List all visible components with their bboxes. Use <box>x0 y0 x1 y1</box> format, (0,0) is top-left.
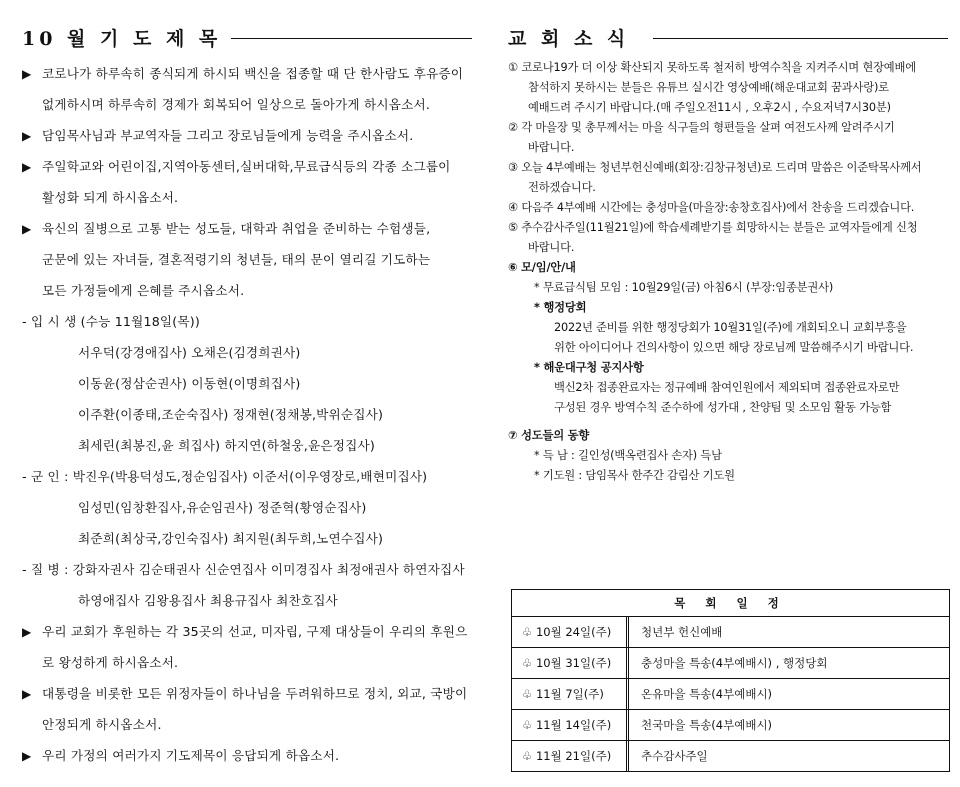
schedule-date: ♧ 11월 7일(주) <box>512 679 629 709</box>
members-label: ⑦ 성도들의 동향 <box>508 429 590 442</box>
prayer-line <box>22 616 472 647</box>
prayer-line <box>22 275 472 306</box>
prayer-text: 군문에 있는 자녀들, 결혼적령기의 청년들, 태의 문이 열리길 기도하는 <box>42 252 431 267</box>
meeting-title: * 행정당회 <box>534 301 587 314</box>
exam-name-line: 서우덕(강경애집사) 오채은(김경희권사) <box>78 345 301 360</box>
prayer-text: 주일학교와 어린이집,지역아동센터,실버대학,무료급식등의 각종 소그룹이 <box>42 159 451 174</box>
news-line: 바랍니다. <box>528 141 575 154</box>
member-item: * 기도원 : 담임목사 한주간 감림산 기도원 <box>534 469 735 482</box>
military-label: - 군 인 : 박진우(박용덕성도,정순임집사) 이준서(이우영장로,배현미집사) <box>22 469 428 484</box>
prayer-line <box>22 244 472 275</box>
news-line: ④ 다음주 4부예배 시간에는 충성마을(마을장:송창호집사)에서 찬송을 드리겠습니다. <box>508 201 915 214</box>
schedule-date: ♧ 11월 21일(주) <box>512 741 629 771</box>
prayer-line <box>22 213 472 244</box>
exam-name-line: 이주환(이종태,조순숙집사) 정재현(정채봉,박위순집사) <box>78 407 384 422</box>
triangle-bullet-icon: ▶ <box>22 687 32 701</box>
schedule-event: 충성마을 특송(4부예배시) , 행정당회 <box>641 656 828 670</box>
schedule-title: 목 회 일 정 <box>512 590 949 617</box>
prayer-line <box>22 182 472 213</box>
schedule-table <box>511 589 950 772</box>
schedule-row <box>512 679 949 710</box>
schedule-date: ♧ 10월 31일(주) <box>512 648 629 678</box>
member-item: * 득 남 : 길인성(백옥련집사 손자) 득남 <box>534 449 722 462</box>
news-list <box>508 58 948 486</box>
news-line: ② 각 마을장 및 총무께서는 마을 식구들의 형편들을 살펴 여전도사께 알려주시기 <box>508 121 895 134</box>
prayer-text: 모든 가정들에게 은혜를 주시옵소서. <box>42 283 245 298</box>
meeting-detail: 백신2차 접종완료자는 정규예배 참여인원에서 제외되며 접종완료자로만 <box>554 381 900 394</box>
exam-name-line: 최세린(최봉진,윤 희집사) 하지연(하철웅,윤은정집사) <box>78 438 375 453</box>
schedule-row <box>512 741 949 771</box>
prayer-line <box>22 120 472 151</box>
exam-name-line: 이동윤(정삼순권사) 이동현(이명희집사) <box>78 376 301 391</box>
schedule-event: 천국마을 특송(4부예배시) <box>641 718 773 732</box>
prayer-text: 활성화 되게 하시옵소서. <box>42 190 179 205</box>
spacer <box>508 418 948 426</box>
sick-name-line: 하영애집사 김왕용집사 최용규집사 최찬호집사 <box>78 593 338 608</box>
news-heading-row <box>508 22 948 52</box>
meeting-detail: 위한 아이디어나 건의사항이 있으면 해당 장로님께 말씀해주시기 바랍니다. <box>554 341 914 354</box>
prayer-line <box>22 89 472 120</box>
triangle-bullet-icon: ▶ <box>22 67 32 81</box>
schedule-event: 온유마을 특송(4부예배시) <box>641 687 773 701</box>
news-line: ⑤ 추수감사주일(11월21일)에 학습세례받기를 희망하시는 분들은 교역자들에게 신청 <box>508 221 918 234</box>
prayer-title: 10 월 기 도 제 목 <box>22 27 222 50</box>
schedule-row <box>512 648 949 679</box>
triangle-bullet-icon: ▶ <box>22 129 32 143</box>
news-line: 참석하지 못하시는 분들은 유튜브 실시간 영상예배(해운대교회 꿈과사랑)로 <box>528 81 889 94</box>
prayer-line <box>22 678 472 709</box>
military-name-line: 임성민(임창환집사,유순임권사) 정준혁(황영순집사) <box>78 500 367 515</box>
prayer-text: 우리 교회가 후원하는 각 35곳의 선교, 미자립, 구제 대상들이 우리의 후원으 <box>42 624 468 639</box>
meeting-item: * 무료급식팀 모임 : 10월29일(금) 아침6시 (부장:임종분권사) <box>534 281 834 294</box>
exam-label: - 입 시 생 (수능 11월18일(목)) <box>22 314 200 329</box>
prayer-text: 우리 가정의 여러가지 기도제목이 응답되게 하옵소서. <box>42 748 340 763</box>
prayer-line <box>22 58 472 89</box>
schedule-date: ♧ 11월 14일(주) <box>512 710 629 740</box>
schedule-row <box>512 710 949 741</box>
news-line: ① 코로나19가 더 이상 확산되지 못하도록 철저히 방역수칙을 지켜주시며 현장예배에 <box>508 61 916 74</box>
prayer-text: 코로나가 하루속히 종식되게 하시되 백신을 접종할 때 단 한사람도 후유증이 <box>42 66 464 81</box>
prayer-text: 안정되게 하시옵소서. <box>42 717 162 732</box>
schedule-event: 청년부 헌신예배 <box>641 625 723 639</box>
prayer-text: 육신의 질병으로 고통 받는 성도들, 대학과 취업을 준비하는 수험생들, <box>42 221 431 236</box>
news-line: 예배드려 주시기 바랍니다.(매 주일오전11시 , 오후2시 , 수요저녁7시30분) <box>528 101 891 114</box>
prayer-heading-row <box>22 22 472 52</box>
triangle-bullet-icon: ▶ <box>22 749 32 763</box>
news-line: ③ 오늘 4부예배는 청년부헌신예배(회장:김창규청년)로 드리며 말씀은 이준탁목사께서 <box>508 161 922 174</box>
triangle-bullet-icon: ▶ <box>22 625 32 639</box>
triangle-bullet-icon: ▶ <box>22 160 32 174</box>
news-line: 전하겠습니다. <box>528 181 596 194</box>
military-name-line: 최준희(최상국,강인숙집사) 최지원(최두희,노연수집사) <box>78 531 384 546</box>
meeting-title: * 해운대구청 공지사항 <box>534 361 644 374</box>
prayer-list <box>22 58 472 771</box>
prayer-line <box>22 151 472 182</box>
prayer-text: 담임목사님과 부교역자들 그리고 장로님들에게 능력을 주시옵소서. <box>42 128 414 143</box>
news-title: 교 회 소 식 <box>508 27 630 50</box>
prayer-text: 없게하시며 하루속히 경제가 회복되어 일상으로 돌아가게 하시옵소서. <box>42 97 431 112</box>
prayer-line <box>22 740 472 771</box>
meeting-detail: 구성된 경우 방역수칙 준수하에 성가대 , 찬양팀 및 소모임 활동 가능함 <box>554 401 892 414</box>
meetings-label: ⑥ 모/임/안/내 <box>508 261 576 274</box>
prayer-section <box>22 22 472 771</box>
prayer-text: 대통령을 비롯한 모든 위정자들이 하나님을 두려워하므로 정치, 외교, 국방이 <box>42 686 468 701</box>
schedule-event: 추수감사주일 <box>641 749 708 763</box>
news-line: 바랍니다. <box>528 241 575 254</box>
prayer-text: 로 왕성하게 하시옵소서. <box>42 655 179 670</box>
heading-divider <box>653 38 948 39</box>
schedule-row <box>512 617 949 648</box>
heading-divider <box>231 38 472 39</box>
news-section <box>508 22 948 486</box>
prayer-line <box>22 709 472 740</box>
prayer-line <box>22 647 472 678</box>
meeting-detail: 2022년 준비를 위한 행정당회가 10월31일(주)에 개회되오니 교회부흥을 <box>554 321 907 334</box>
sick-label: - 질 병 : 강화자권사 김순태권사 신순연집사 이미경집사 최정애권사 하연자집사 <box>22 562 465 577</box>
schedule-date: ♧ 10월 24일(주) <box>512 617 629 647</box>
triangle-bullet-icon: ▶ <box>22 222 32 236</box>
